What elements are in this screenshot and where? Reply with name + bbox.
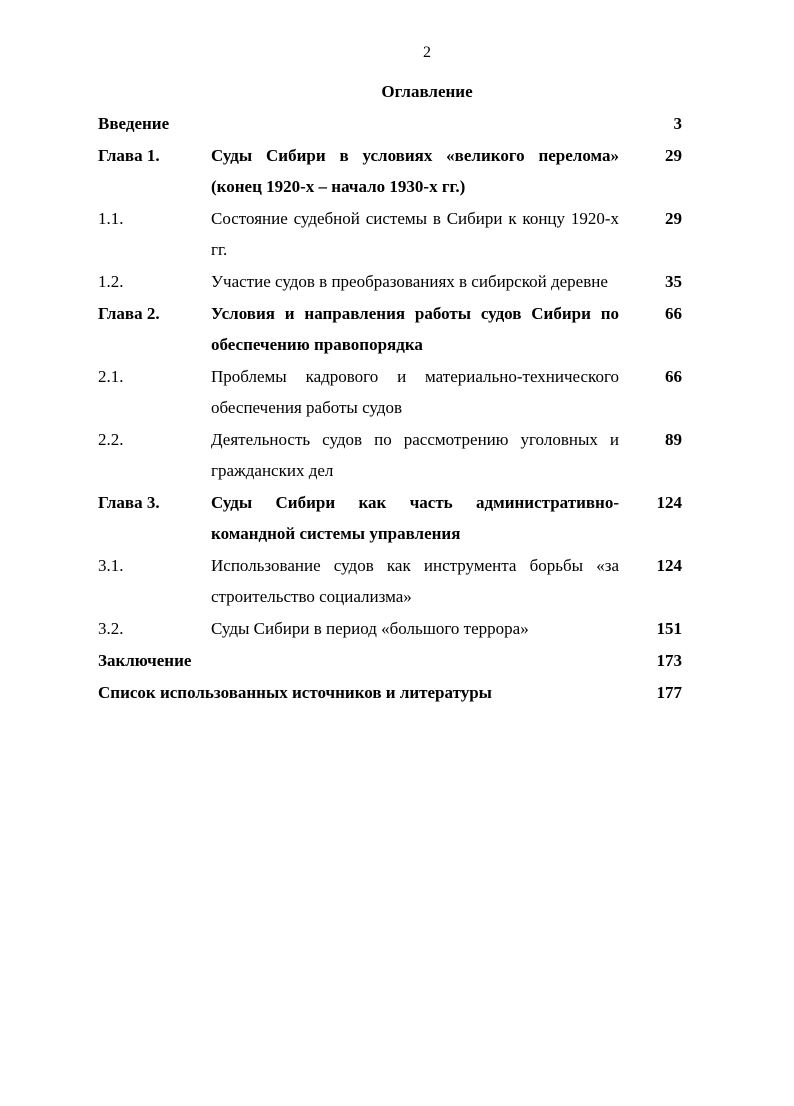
toc-entry-section-3-1 bbox=[98, 550, 688, 612]
toc-entry-page: 124 bbox=[656, 556, 682, 575]
toc-entry-number: 2.2. bbox=[98, 430, 124, 449]
toc-entry-title: Суды Сибири в условиях «великого перелома» (конец 1920-х – начало 1930-х гг.) bbox=[211, 146, 619, 196]
toc-entry-title: Условия и направления работы судов Сибири по обеспечению правопорядка bbox=[211, 304, 619, 354]
toc-entry-chapter-3 bbox=[98, 487, 688, 549]
toc-entry-number: Глава 2. bbox=[98, 304, 160, 323]
toc-entry-title: Заключение bbox=[98, 651, 192, 670]
toc-entry-number: Глава 1. bbox=[98, 146, 160, 165]
toc-entry-introduction bbox=[98, 108, 688, 139]
toc-entry-section-2-1 bbox=[98, 361, 688, 423]
toc-entry-section-1-1 bbox=[98, 203, 688, 265]
toc-entry-title: Введение bbox=[98, 114, 170, 133]
toc-entry-page: 124 bbox=[656, 493, 682, 512]
toc-entry-page: 29 bbox=[665, 209, 682, 228]
toc-entry-page: 89 bbox=[665, 430, 682, 449]
toc-entry-chapter-1 bbox=[98, 140, 688, 202]
toc-entry-number: 1.1. bbox=[98, 209, 124, 228]
toc-entry-page: 177 bbox=[656, 683, 682, 702]
toc-entry-title: Проблемы кадрового и материально-технического обеспечения работы судов bbox=[211, 367, 619, 417]
toc-entry-chapter-2 bbox=[98, 298, 688, 360]
table-of-contents bbox=[98, 108, 688, 709]
toc-entry-title: Состояние судебной системы в Сибири к концу 1920-х гг. bbox=[211, 209, 619, 259]
toc-entry-section-3-2 bbox=[98, 613, 688, 644]
toc-entry-number: 3.2. bbox=[98, 619, 124, 638]
toc-entry-title: Деятельность судов по рассмотрению уголовных и гражданских дел bbox=[211, 430, 619, 480]
toc-entry-page: 151 bbox=[656, 619, 682, 638]
toc-entry-title: Участие судов в преобразованиях в сибирской деревне bbox=[211, 272, 608, 291]
toc-entry-bibliography bbox=[98, 677, 688, 708]
toc-entry-page: 66 bbox=[665, 367, 682, 386]
toc-entry-page: 173 bbox=[656, 651, 682, 670]
toc-entry-conclusion bbox=[98, 645, 688, 676]
toc-entry-page: 66 bbox=[665, 304, 682, 323]
toc-entry-title: Использование судов как инструмента борьбы «за строительство социализма» bbox=[211, 556, 619, 606]
toc-entry-title: Суды Сибири в период «большого террора» bbox=[211, 619, 529, 638]
page-number: 2 bbox=[423, 44, 431, 61]
toc-entry-number: Глава 3. bbox=[98, 493, 160, 512]
toc-entry-number: 3.1. bbox=[98, 556, 124, 575]
toc-entry-section-1-2 bbox=[98, 266, 688, 297]
toc-title: Оглавление bbox=[381, 82, 473, 101]
toc-entry-title: Суды Сибири как часть административно-командной системы управления bbox=[211, 493, 619, 543]
toc-entry-number: 1.2. bbox=[98, 272, 124, 291]
toc-entry-title: Список использованных источников и литературы bbox=[98, 683, 492, 702]
toc-entry-page: 29 bbox=[665, 146, 682, 165]
toc-entry-section-2-2 bbox=[98, 424, 688, 486]
toc-entry-page: 35 bbox=[665, 272, 682, 291]
toc-entry-number: 2.1. bbox=[98, 367, 124, 386]
toc-entry-page: 3 bbox=[673, 114, 682, 133]
